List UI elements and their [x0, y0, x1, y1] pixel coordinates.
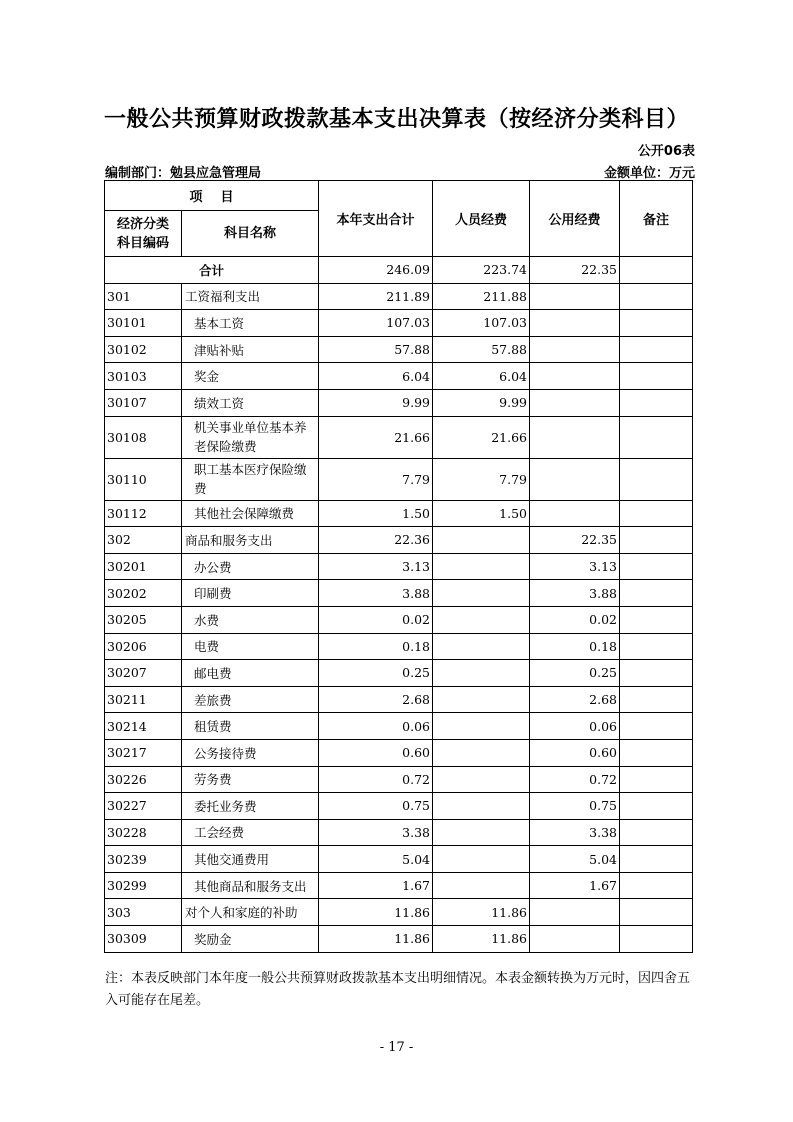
row-public: 3.13: [530, 553, 620, 580]
page-number: - 17 -: [379, 1040, 414, 1055]
header-name: 科目名称: [182, 211, 319, 257]
row-code: 30205: [105, 606, 182, 633]
row-remark: [620, 793, 693, 820]
row-code: 30217: [105, 739, 182, 766]
row-personnel: [433, 739, 530, 766]
table-row: [105, 766, 693, 793]
row-public: [530, 310, 620, 337]
total-public: 22.35: [530, 257, 620, 284]
row-remark: [620, 527, 693, 554]
total-remark: [620, 257, 693, 284]
row-code: 30228: [105, 819, 182, 846]
row-personnel: [433, 660, 530, 687]
row-remark: [620, 553, 693, 580]
row-name: 其他社会保障缴费: [182, 500, 319, 527]
row-public: [530, 899, 620, 926]
row-name: 电费: [182, 633, 319, 660]
page-title: 一般公共预算财政拨款基本支出决算表（按经济分类科目）: [103, 107, 689, 132]
row-total: 21.66: [319, 416, 433, 458]
row-remark: [620, 660, 693, 687]
row-personnel: 7.79: [433, 458, 530, 500]
row-personnel: [433, 713, 530, 740]
row-public: 0.75: [530, 793, 620, 820]
row-total: 11.86: [319, 926, 433, 953]
table-row: [105, 458, 693, 500]
row-name: 工会经费: [182, 819, 319, 846]
footnote: 注：本表反映部门本年度一般公共预算财政拨款基本支出明细情况。本表金额转换为万元时，因四舍五入可能存在尾差。: [105, 971, 691, 1008]
row-public: 0.02: [530, 606, 620, 633]
row-public: [530, 500, 620, 527]
row-personnel: [433, 846, 530, 873]
table-row: [105, 416, 693, 458]
row-remark: [620, 739, 693, 766]
table-row: [105, 793, 693, 820]
row-name: 对个人和家庭的补助: [182, 899, 319, 926]
row-code: 30207: [105, 660, 182, 687]
row-public: [530, 458, 620, 500]
row-total: 57.88: [319, 336, 433, 363]
table-row: [105, 527, 693, 554]
table-row: [105, 310, 693, 337]
row-name: 奖励金: [182, 926, 319, 953]
row-total: 0.02: [319, 606, 433, 633]
row-total: 211.89: [319, 283, 433, 310]
row-total: 0.25: [319, 660, 433, 687]
row-code: 30309: [105, 926, 182, 953]
row-name: 公务接待费: [182, 739, 319, 766]
row-total: 0.75: [319, 793, 433, 820]
row-name: 委托业务费: [182, 793, 319, 820]
row-personnel: [433, 872, 530, 899]
row-personnel: [433, 553, 530, 580]
row-public: 0.06: [530, 713, 620, 740]
table-row: [105, 283, 693, 310]
row-remark: [620, 458, 693, 500]
row-public: 0.60: [530, 739, 620, 766]
department-label: 编制部门：勉县应急管理局: [105, 166, 262, 181]
table-row: [105, 872, 693, 899]
table-row: [105, 336, 693, 363]
total-label: 合计: [105, 257, 319, 284]
row-code: 30108: [105, 416, 182, 458]
row-name: 工资福利支出: [182, 283, 319, 310]
row-personnel: [433, 686, 530, 713]
row-public: [530, 926, 620, 953]
row-remark: [620, 500, 693, 527]
row-code: 30226: [105, 766, 182, 793]
row-remark: [620, 846, 693, 873]
row-personnel: 11.86: [433, 899, 530, 926]
row-public: 1.67: [530, 872, 620, 899]
table-row: [105, 580, 693, 607]
row-remark: [620, 606, 693, 633]
row-name: 商品和服务支出: [182, 527, 319, 554]
row-total: 22.36: [319, 527, 433, 554]
form-number: 公开06表: [637, 144, 695, 159]
table-row: [105, 713, 693, 740]
row-code: 30103: [105, 363, 182, 390]
row-public: 0.18: [530, 633, 620, 660]
table-row: [105, 363, 693, 390]
row-personnel: 6.04: [433, 363, 530, 390]
row-name: 津贴补贴: [182, 336, 319, 363]
row-personnel: 57.88: [433, 336, 530, 363]
row-code: 303: [105, 899, 182, 926]
row-code: 30202: [105, 580, 182, 607]
row-name: 其他商品和服务支出: [182, 872, 319, 899]
row-public: 2.68: [530, 686, 620, 713]
row-total: 5.04: [319, 846, 433, 873]
row-remark: [620, 713, 693, 740]
header-code: [105, 211, 182, 257]
row-remark: [620, 819, 693, 846]
row-remark: [620, 336, 693, 363]
row-code: 30211: [105, 686, 182, 713]
row-remark: [620, 416, 693, 458]
row-code: 30239: [105, 846, 182, 873]
row-code: 30299: [105, 872, 182, 899]
header-remark: 备注: [620, 181, 693, 257]
row-code: 30227: [105, 793, 182, 820]
table-row: [105, 500, 693, 527]
table-row: [105, 819, 693, 846]
row-name: 劳务费: [182, 766, 319, 793]
table-meta: [105, 162, 695, 180]
header-code-line1: 经济分类: [116, 216, 169, 232]
row-name: 办公费: [182, 553, 319, 580]
row-total: 0.72: [319, 766, 433, 793]
row-total: 7.79: [319, 458, 433, 500]
row-total: 0.18: [319, 633, 433, 660]
row-public: [530, 389, 620, 416]
row-name: 基本工资: [182, 310, 319, 337]
expenditure-table: [104, 180, 693, 953]
row-remark: [620, 899, 693, 926]
row-personnel: 21.66: [433, 416, 530, 458]
row-personnel: 9.99: [433, 389, 530, 416]
row-code: 30102: [105, 336, 182, 363]
table-row: [105, 846, 693, 873]
row-total: 3.38: [319, 819, 433, 846]
row-name: 奖金: [182, 363, 319, 390]
row-total: 3.88: [319, 580, 433, 607]
header-total: 本年支出合计: [319, 181, 433, 257]
row-remark: [620, 926, 693, 953]
row-remark: [620, 310, 693, 337]
row-personnel: [433, 527, 530, 554]
row-public: 22.35: [530, 527, 620, 554]
row-code: 302: [105, 527, 182, 554]
row-public: 5.04: [530, 846, 620, 873]
row-remark: [620, 686, 693, 713]
row-personnel: [433, 580, 530, 607]
row-name: 邮电费: [182, 660, 319, 687]
row-personnel: [433, 633, 530, 660]
row-personnel: 11.86: [433, 926, 530, 953]
row-personnel: [433, 819, 530, 846]
total-amount: 246.09: [319, 257, 433, 284]
row-code: 30214: [105, 713, 182, 740]
table-row: [105, 660, 693, 687]
row-public: [530, 363, 620, 390]
row-remark: [620, 872, 693, 899]
row-total: 107.03: [319, 310, 433, 337]
row-total: 9.99: [319, 389, 433, 416]
row-remark: [620, 363, 693, 390]
row-personnel: [433, 766, 530, 793]
row-personnel: 211.88: [433, 283, 530, 310]
row-public: 0.72: [530, 766, 620, 793]
header-personnel: 人员经费: [433, 181, 530, 257]
table-row: [105, 606, 693, 633]
row-total: 2.68: [319, 686, 433, 713]
row-total: 1.67: [319, 872, 433, 899]
row-code: 30206: [105, 633, 182, 660]
row-remark: [620, 389, 693, 416]
row-personnel: [433, 606, 530, 633]
row-name: 机关事业单位基本养老保险缴费: [182, 416, 319, 458]
row-remark: [620, 283, 693, 310]
table-row: [105, 686, 693, 713]
row-public: [530, 283, 620, 310]
row-code: 30201: [105, 553, 182, 580]
unit-label: 金额单位：万元: [603, 166, 695, 181]
table-row: [105, 553, 693, 580]
row-personnel: 107.03: [433, 310, 530, 337]
row-public: 3.88: [530, 580, 620, 607]
table-row: [105, 899, 693, 926]
total-personnel: 223.74: [433, 257, 530, 284]
row-public: 0.25: [530, 660, 620, 687]
total-row: [105, 257, 693, 284]
row-public: [530, 336, 620, 363]
row-name: 印刷费: [182, 580, 319, 607]
row-name: 差旅费: [182, 686, 319, 713]
header-item: 项 目: [105, 181, 319, 211]
row-name: 其他交通费用: [182, 846, 319, 873]
row-code: 301: [105, 283, 182, 310]
row-total: 1.50: [319, 500, 433, 527]
row-total: 6.04: [319, 363, 433, 390]
header-public: 公用经费: [530, 181, 620, 257]
row-total: 3.13: [319, 553, 433, 580]
table-row: [105, 739, 693, 766]
row-remark: [620, 580, 693, 607]
row-public: [530, 416, 620, 458]
row-name: 绩效工资: [182, 389, 319, 416]
row-personnel: [433, 793, 530, 820]
row-name: 租赁费: [182, 713, 319, 740]
row-code: 30112: [105, 500, 182, 527]
row-name: 职工基本医疗保险缴费: [182, 458, 319, 500]
table-row: [105, 926, 693, 953]
row-code: 30110: [105, 458, 182, 500]
row-remark: [620, 633, 693, 660]
row-remark: [620, 766, 693, 793]
table-row: [105, 389, 693, 416]
row-total: 0.06: [319, 713, 433, 740]
row-total: 0.60: [319, 739, 433, 766]
row-public: 3.38: [530, 819, 620, 846]
row-code: 30101: [105, 310, 182, 337]
header-code-line2: 科目编码: [116, 235, 169, 251]
row-total: 11.86: [319, 899, 433, 926]
row-name: 水费: [182, 606, 319, 633]
row-code: 30107: [105, 389, 182, 416]
table-row: [105, 633, 693, 660]
row-personnel: 1.50: [433, 500, 530, 527]
